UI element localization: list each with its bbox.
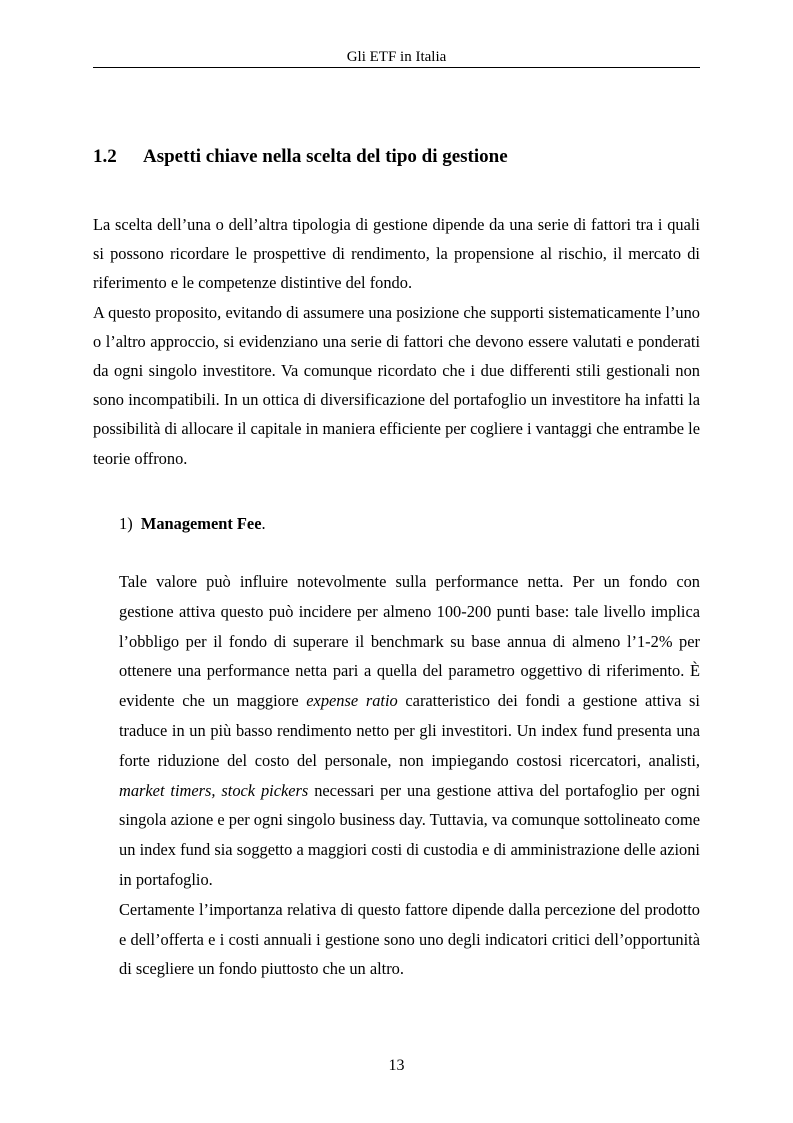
- section-title: Aspetti chiave nella scelta del tipo di gestione: [143, 146, 508, 167]
- list-item-body: [119, 567, 700, 984]
- running-header: Gli ETF in Italia: [346, 49, 447, 65]
- paragraph: [119, 567, 700, 895]
- section-number: 1.2: [93, 146, 117, 167]
- paragraph: A questo proposito, evitando di assumere una posizione che supporti sistematicamente l’uno o l’altro approccio, si evidenziano una serie di fattori che devono essere valutati e ponderati da ogni singolo investitore. Va comunque ricordato che i due differenti stili gestionali non sono incompatibili. In un ottica di diversificazione del portafoglio un investitore ha infatti la possibilità di allocare il capitale in maniera efficiente per cogliere i vantaggi che entrambe le teorie offrono.: [93, 302, 700, 468]
- paragraph: Certamente l’importanza relativa di questo fattore dipende dalla percezione del prodotto e dell’offerta e i costi annuali i gestione sono uno degli indicatori critici dell’opportunità di scegliere un fondo piuttosto che un altro.: [119, 899, 700, 979]
- text-run: caratteristico dei fondi a gestione attiva si traduce in un più basso rendimento netto per gli investitori. Un index fund presenta una forte riduzione del costo del personale, non impiegando costosi ricercatori, analisti,: [119, 691, 700, 770]
- italic-term: expense ratio: [306, 691, 398, 711]
- list-item-title: Management Fee: [140, 514, 262, 533]
- italic-term: market timers, stock pickers: [119, 780, 309, 800]
- list-item-heading: [119, 511, 266, 537]
- paragraph: La scelta dell’una o dell’altra tipologia di gestione dipende da una serie di fattori tra i quali si possono ricordare le prospettive di rendimento, la propensione al rischio, il mercato di riferimento e le competenze distintive del fondo.: [93, 215, 700, 293]
- list-item-title-suffix: .: [261, 514, 266, 533]
- text-run: necessari per una gestione attiva del portafoglio per ogni singola azione e per ogni singolo business day. Tuttavia, va comunque sottolineato come un index fund sia soggetto a maggiori costi di custodia e di amministrazione delle azioni in portafoglio.: [119, 780, 700, 889]
- intro-text: [93, 210, 700, 473]
- text-run: Tale valore può influire notevolmente sulla performance netta. Per un fondo con gestione attiva questo può incidere per almeno 100-200 punti base: tale livello implica l’obbligo per il fondo di superare il benchmark su base annua di almeno l’1-2% per ottenere una performance netta pari a quella del parametro oggettivo di riferimento. È evidente che un maggiore: [119, 572, 700, 711]
- page-number: 13: [388, 1057, 405, 1074]
- section-heading: [93, 145, 508, 169]
- list-marker: 1): [119, 514, 133, 533]
- header-rule: [93, 67, 700, 68]
